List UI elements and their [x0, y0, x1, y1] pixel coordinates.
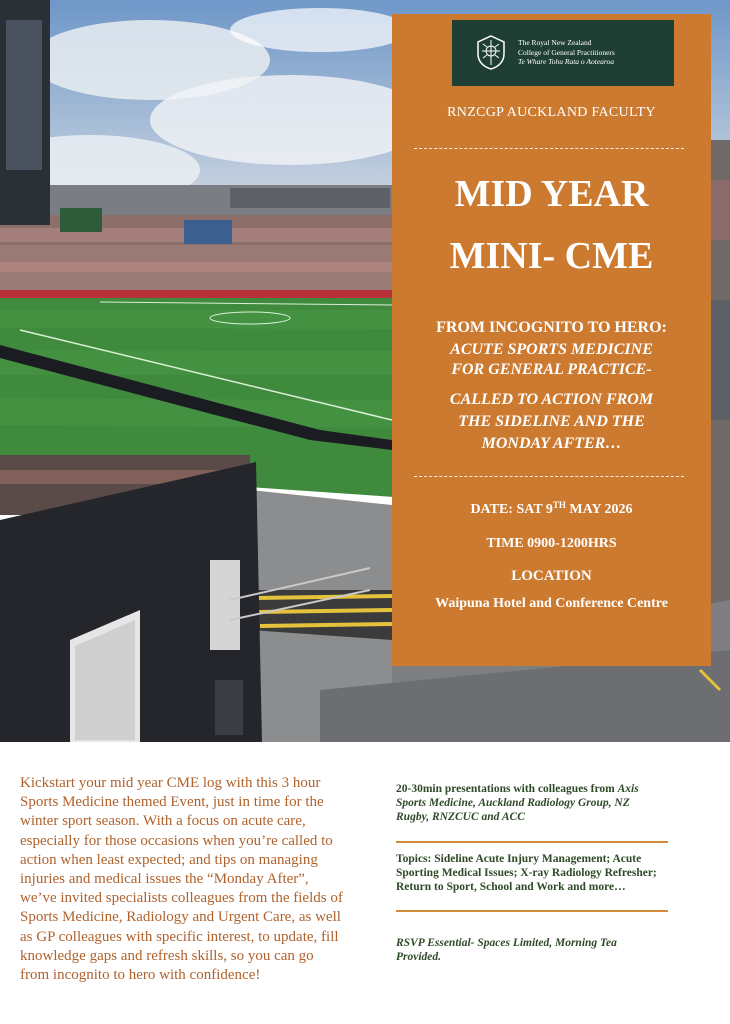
- intro-line: action when least expected; and tips on managing: [20, 851, 318, 868]
- event-date: [392, 500, 711, 518]
- presenter-names: Sports Medicine, Auckland Radiology Group, NZ: [396, 797, 630, 810]
- logo-line-3: Te Whare Tohu Rata o Aotearoa: [518, 57, 615, 66]
- event-subtitle-line-4: CALLED TO ACTION FROM: [449, 391, 654, 408]
- presentations-text: 20-30min presentations with colleagues from: [396, 783, 618, 795]
- dashed-divider: [414, 476, 684, 477]
- rsvp-line: RSVP Essential- Spaces Limited, Morning Tea: [396, 937, 617, 949]
- intro-line: Kickstart your mid year CME log with this 3 hour: [20, 775, 321, 791]
- dashed-divider: [414, 148, 684, 149]
- event-date-ordinal: TH: [552, 500, 566, 510]
- event-time: TIME 0900-1200HRS: [486, 536, 617, 551]
- event-subtitle-line-6: MONDAY AFTER…: [481, 435, 622, 452]
- intro-line: especially for those occasions when you’re called to: [20, 832, 333, 849]
- event-date-prefix: DATE: SAT 9: [470, 502, 553, 517]
- presenter-name: Axis: [617, 783, 639, 795]
- intro-line: winter sport season. With a focus on acute care,: [20, 813, 306, 830]
- college-logo: [452, 20, 674, 86]
- intro-line: we’ve invited specialists colleagues from the fields of: [20, 890, 343, 907]
- event-date-suffix: MAY 2026: [565, 502, 633, 517]
- college-logo-text: [518, 38, 615, 67]
- logo-line-1: The Royal New Zealand: [518, 38, 592, 47]
- presenter-names: Rugby, RNZCUC and ACC: [396, 811, 525, 824]
- intro-line: knowledge gaps and refresh skills, so you can go: [20, 947, 314, 964]
- orange-divider: [396, 841, 668, 843]
- event-title-line-2: MINI- CME: [449, 235, 654, 277]
- topics-info: [396, 852, 657, 895]
- event-title-line-1: MID YEAR: [454, 173, 649, 215]
- presentations-line: [396, 810, 639, 824]
- orange-divider: [396, 910, 668, 912]
- event-banner: [392, 14, 711, 666]
- intro-line: as GP colleagues with specific interest, to update, fill: [20, 928, 339, 945]
- rsvp-line: Provided.: [396, 951, 442, 964]
- event-subtitle-line-2: ACUTE SPORTS MEDICINE: [450, 341, 653, 358]
- presentations-line: [396, 796, 639, 810]
- faculty-name: RNZCGP AUCKLAND FACULTY: [447, 105, 656, 120]
- college-crest-icon: [474, 34, 508, 70]
- intro-line: injuries and medical issues the “Monday After”,: [20, 871, 309, 888]
- topics-line: Return to Sport, School and Work and more…: [396, 881, 626, 894]
- topics-line: Topics: Sideline Acute Injury Management; Acute: [396, 853, 642, 865]
- intro-line: Sports Medicine, Radiology and Urgent Care, as well: [20, 909, 341, 926]
- event-subtitle-line-5: THE SIDELINE AND THE: [458, 413, 645, 430]
- event-subtitle-line-3: FOR GENERAL PRACTICE-: [451, 361, 652, 378]
- rsvp-notice: [396, 936, 617, 964]
- location-value: Waipuna Hotel and Conference Centre: [435, 596, 668, 611]
- topics-line: Sporting Medical Issues; X-ray Radiology Refresher;: [396, 867, 657, 880]
- intro-line: Sports Medicine themed Event, just in time for the: [20, 794, 324, 811]
- intro-line: from incognito to hero with confidence!: [20, 967, 261, 984]
- intro-paragraph: [20, 774, 365, 985]
- location-label: LOCATION: [511, 568, 592, 584]
- presentations-info: [396, 782, 639, 825]
- logo-line-2: College of General Practitioners: [518, 47, 615, 57]
- event-subtitle-line-1: FROM INCOGNITO TO HERO:: [436, 319, 667, 336]
- presentations-line: [396, 782, 639, 796]
